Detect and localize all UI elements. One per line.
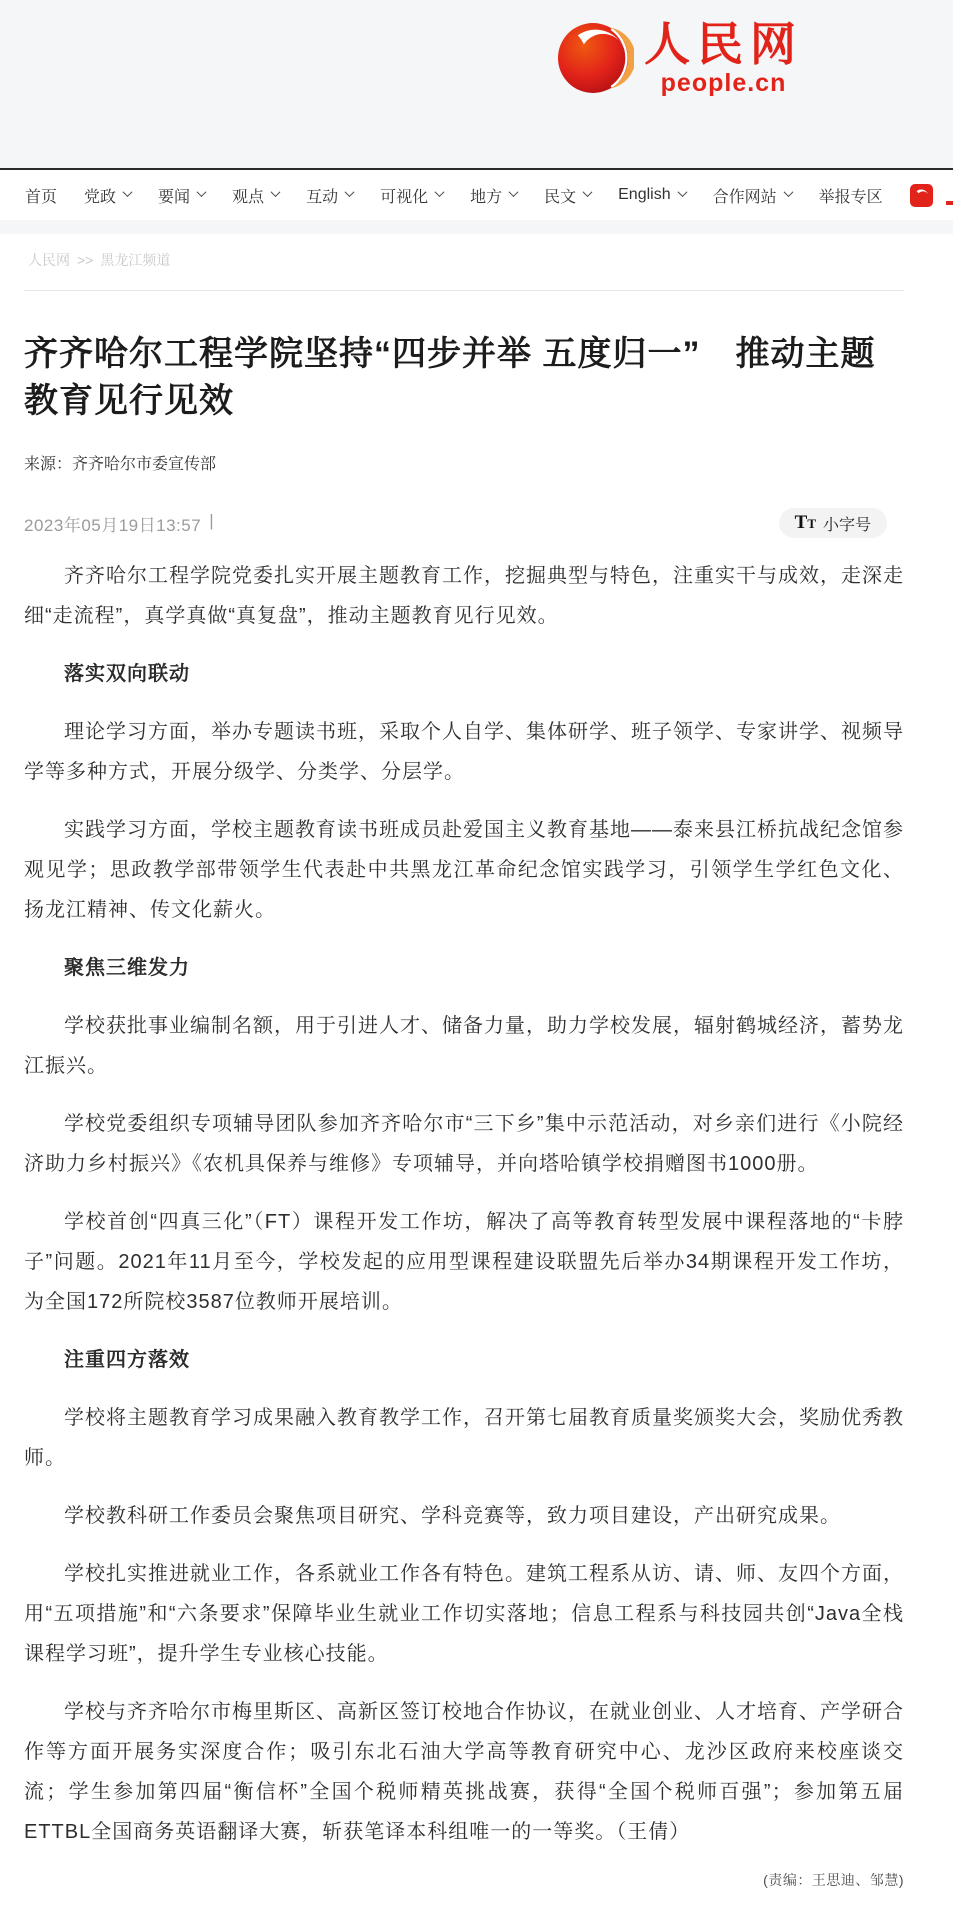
article-paragraph: 学校教科研工作委员会聚焦项目研究、学科竞赛等，致力项目建设，产出研究成果。 — [64, 1505, 841, 1527]
article-subtitle: 落实双向联动 — [64, 663, 190, 685]
chevron-down-icon — [271, 187, 281, 197]
article-paragraph: 学校与齐齐哈尔市梅里斯区、高新区签订校地合作协议，在就业创业、人才培育、产学研合作等方面开展务实深度合作；吸引东北石油大学高等教育研究中心、龙沙区政府来校座谈交流；学生参加第四届“衡信杯”全国个税师精英挑战赛，获得“全国个税师百强”；参加第五届ETTBL全国商务英语翻译大赛，斩获笔译本科组唯一的一等奖。（王倩） — [24, 1701, 904, 1843]
gray-strip — [0, 220, 953, 234]
nav-item-8[interactable] — [618, 186, 685, 204]
header-divider — [24, 290, 904, 291]
article-source: 来源：齐齐哈尔市委宣传部 — [24, 456, 217, 473]
nav-item-label: 地方 — [470, 188, 503, 206]
logo-en-text: people.cn — [660, 69, 787, 98]
logo-cn-text: 人民网 — [644, 18, 803, 70]
nav-item-2[interactable] — [158, 184, 205, 207]
people-cn-globe-icon — [558, 20, 634, 96]
nav-item-label: 要闻 — [158, 188, 191, 206]
nav-item-4[interactable] — [306, 184, 353, 207]
chevron-down-icon — [435, 187, 445, 197]
nav-item-0[interactable] — [25, 184, 57, 207]
nav-item-9[interactable] — [713, 184, 792, 207]
nav-item-label: 合作网站 — [712, 188, 777, 206]
chevron-down-icon — [345, 187, 355, 197]
people-cn-logo[interactable] — [558, 20, 803, 98]
breadcrumb — [24, 234, 904, 270]
article-title: 齐齐哈尔工程学院坚持“四步并举 五度归一” 推动主题教育见行见效 — [24, 335, 876, 420]
red-underscore-mark — [946, 201, 953, 205]
nav-item-label: English — [618, 186, 671, 203]
nav-item-label: 互动 — [306, 188, 339, 206]
article-paragraph: 学校首创“四真三化”（FT）课程开发工作坊，解决了高等教育转型发展中课程落地的“卡脖子”问题。2021年11月至今，学校发起的应用型课程建设联盟先后举办34期课程开发工作坊，为全国172所院校3587位教师开展培训。 — [24, 1211, 904, 1313]
site-header — [0, 0, 953, 168]
article-body — [24, 556, 904, 1852]
nav-item-label: 观点 — [232, 188, 265, 206]
article-paragraph: 学校将主题教育学习成果融入教育教学工作，召开第七届教育质量奖颁奖大会，奖励优秀教师。 — [24, 1407, 904, 1469]
article-paragraph: 理论学习方面，举办专题读书班，采取个人自学、集体研学、班子领学、专家讲学、视频导学等多种方式，开展分级学、分类学、分层学。 — [24, 721, 904, 783]
nav-item-3[interactable] — [232, 184, 279, 207]
nav-item-6[interactable] — [470, 184, 517, 207]
chevron-down-icon — [783, 187, 793, 197]
nav-item-label: 民文 — [544, 188, 577, 206]
nav-item-10[interactable] — [819, 184, 883, 207]
nav-item-label: 党政 — [84, 188, 117, 206]
article-paragraph: 齐齐哈尔工程学院党委扎实开展主题教育工作，挖掘典型与特色，注重实干与成效，走深走细“走流程”，真学真做“真复盘”，推动主题教育见行见效。 — [24, 565, 904, 627]
chevron-down-icon — [123, 187, 133, 197]
people-app-icon[interactable] — [910, 184, 933, 207]
article-page — [0, 234, 953, 1916]
nav-item-1[interactable] — [84, 184, 131, 207]
article-subtitle: 注重四方落效 — [64, 1349, 190, 1371]
nav-item-5[interactable] — [380, 184, 443, 207]
main-nav — [0, 168, 953, 220]
article-paragraph: 学校获批事业编制名额，用于引进人才、储备力量，助力学校发展，辐射鹤城经济，蓄势龙江振兴。 — [24, 1015, 904, 1077]
font-size-icon: T T — [794, 512, 816, 533]
font-size-button[interactable] — [779, 508, 887, 538]
publish-date — [24, 511, 214, 536]
chevron-down-icon — [509, 187, 519, 197]
article-paragraph: 学校党委组织专项辅导团队参加齐齐哈尔市“三下乡”集中示范活动，对乡亲们进行《小院经济助力乡村振兴》《农机具保养与维修》专项辅导，并向塔哈镇学校捐赠图书1000册。 — [24, 1113, 904, 1175]
article-subtitle: 聚焦三维发力 — [64, 957, 190, 979]
breadcrumb-channel-link[interactable]: 黑龙江频道 — [100, 252, 171, 268]
nav-item-7[interactable] — [544, 184, 591, 207]
meta-pipe-separator: | — [209, 510, 215, 530]
chevron-down-icon — [197, 187, 207, 197]
article-meta-row — [24, 508, 904, 538]
editor-note: (责编：王思迪、邹慧) — [763, 1872, 904, 1888]
chevron-down-icon — [677, 187, 687, 197]
nav-item-label: 举报专区 — [818, 188, 883, 206]
publish-date-text: 2023年05月19日13:57 — [24, 515, 202, 535]
chevron-down-icon — [583, 187, 593, 197]
nav-item-label: 首页 — [25, 188, 58, 206]
breadcrumb-site-link[interactable]: 人民网 — [28, 252, 70, 268]
font-size-button-label: 小字号 — [822, 516, 871, 534]
article-paragraph: 实践学习方面，学校主题教育读书班成员赴爱国主义教育基地——泰来县江桥抗战纪念馆参观见学；思政教学部带领学生代表赴中共黑龙江革命纪念馆实践学习，引领学生学红色文化、扬龙江精神、传文化薪火。 — [24, 819, 904, 921]
nav-item-label: 可视化 — [380, 188, 429, 206]
article-paragraph: 学校扎实推进就业工作，各系就业工作各有特色。建筑工程系从访、请、师、友四个方面，用“五项措施”和“六条要求”保障毕业生就业工作切实落地；信息工程系与科技园共创“Java全栈课程学习班”，提升学生专业核心技能。 — [24, 1563, 904, 1665]
breadcrumb-separator: >> — [77, 252, 94, 268]
